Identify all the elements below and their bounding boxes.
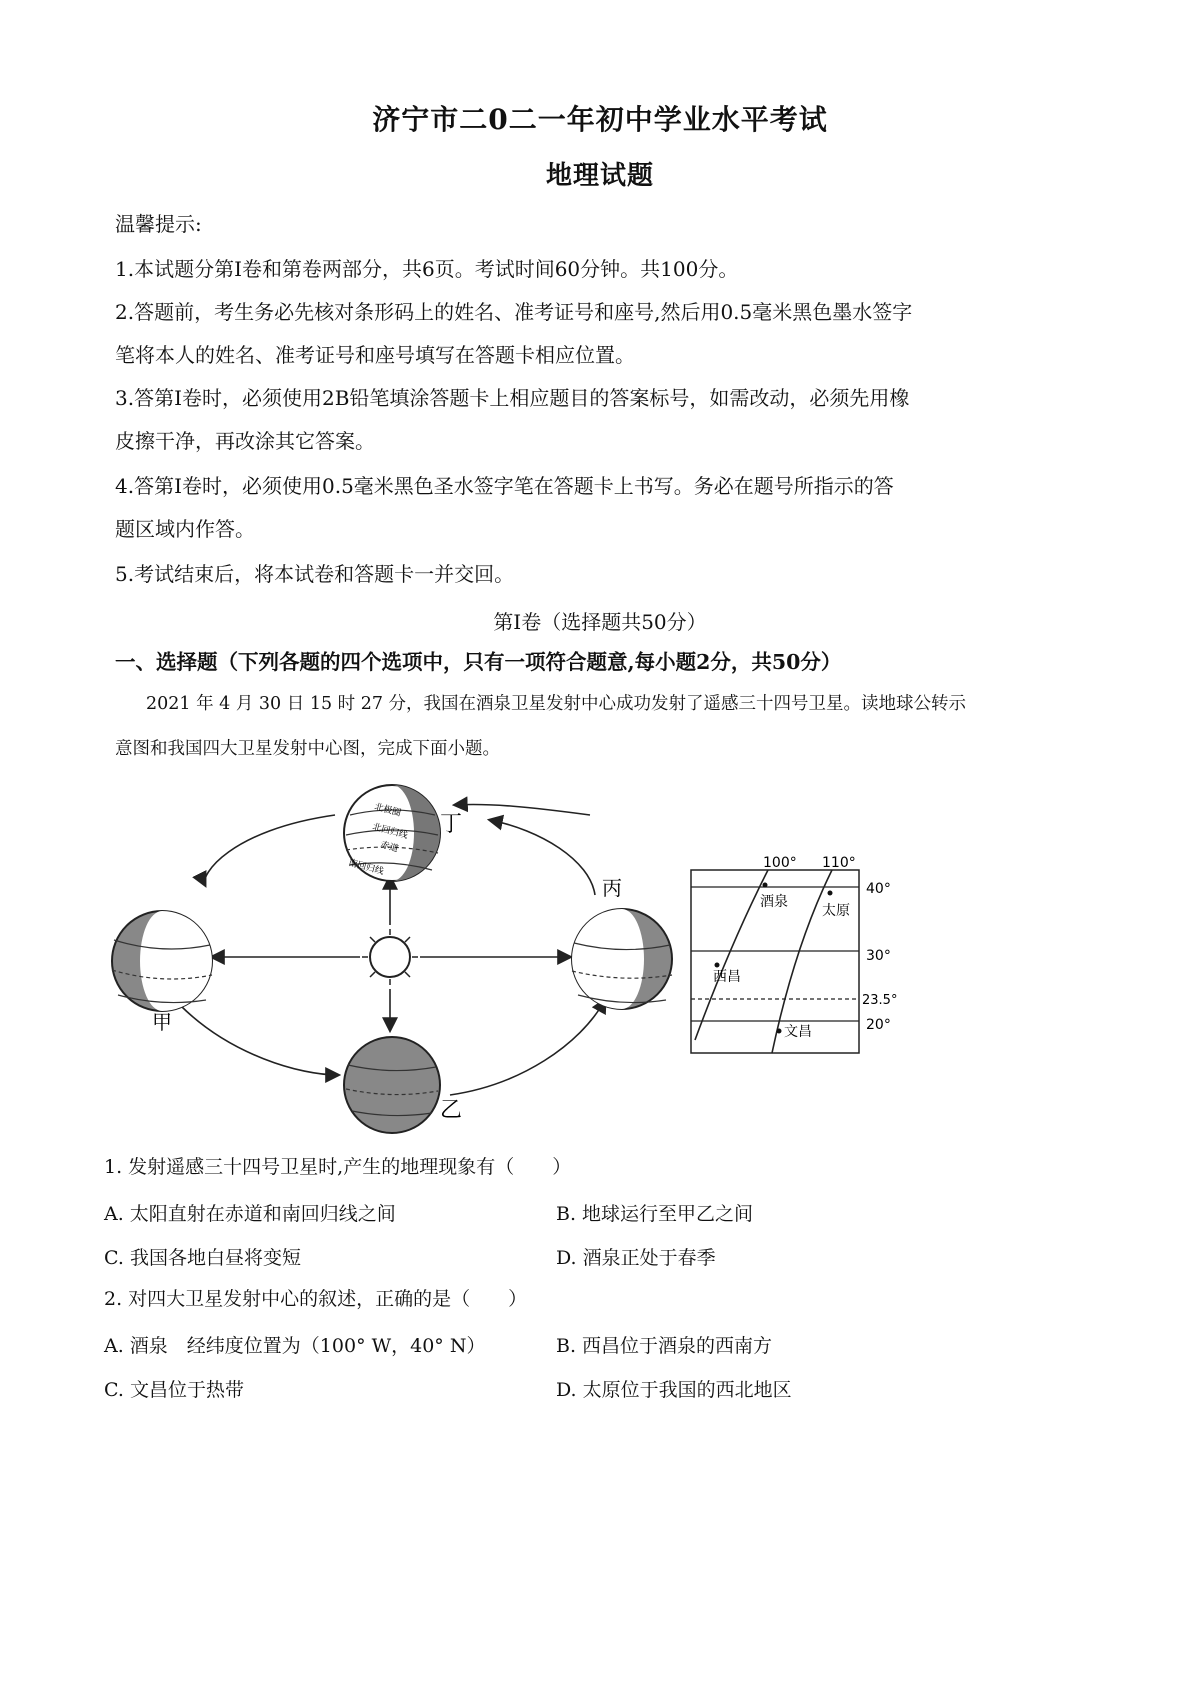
svg-text:100°: 100° [763, 855, 797, 871]
svg-text:20°: 20° [866, 1017, 891, 1033]
notice-line: 5.考试结束后，将本试卷和答题卡一并交回。 [115, 562, 515, 586]
svg-text:北极圈: 北极圈 [373, 802, 402, 819]
question-stem: 1. 发射遥感三十四号卫星时,产生的地理现象有（ ） [104, 1156, 572, 1178]
option-d[interactable]: D. 太原位于我国的西北地区 [556, 1379, 792, 1401]
orbit-label-bing: 丙 [602, 876, 622, 900]
notice-line: 1.本试题分第Ⅰ卷和第卷两部分，共6页。考试时间60分钟。共100分。 [115, 257, 739, 281]
orbit-label-ding: 丁 [440, 812, 463, 837]
notice-line: 皮擦干净，再改涂其它答案。 [115, 429, 375, 453]
svg-text:文昌: 文昌 [784, 1024, 812, 1040]
orbit-label-jia: 甲 [152, 1010, 172, 1034]
section-title: 第Ⅰ卷（选择题共50分） [493, 610, 707, 634]
notice-line: 3.答第Ⅰ卷时，必须使用2B铅笔填涂答题卡上相应题目的答案标号，如需改动，必须先用橡 [115, 386, 910, 410]
globe-yi [344, 1037, 462, 1133]
svg-text:110°: 110° [822, 855, 856, 871]
question-stem: 2. 对四大卫星发射中心的叙述，正确的是（ ） [104, 1288, 528, 1310]
svg-text:北回归线: 北回归线 [371, 822, 409, 842]
svg-text:酒泉: 酒泉 [760, 894, 788, 910]
exam-title: 济宁市二0二一年初中学业水平考试 [372, 103, 828, 136]
svg-text:30°: 30° [866, 948, 891, 964]
launch-site-map [691, 855, 897, 1053]
globe-jia [112, 911, 212, 1034]
option-c[interactable]: C. 我国各地白昼将变短 [104, 1247, 301, 1269]
option-b[interactable]: B. 地球运行至甲乙之间 [556, 1203, 754, 1225]
svg-text:南回归线: 南回归线 [347, 858, 385, 878]
intro-line: 2021 年 4 月 30 日 15 时 27 分，我国在酒泉卫星发射中心成功发射了遥感三十四号卫星。读地球公转示 [146, 694, 967, 714]
globe-bing [572, 876, 672, 1009]
notice-line: 题区域内作答。 [115, 517, 255, 541]
option-d[interactable]: D. 酒泉正处于春季 [556, 1247, 716, 1269]
svg-text:太原: 太原 [822, 903, 850, 919]
svg-text:40°: 40° [866, 881, 891, 897]
sun-icon [362, 929, 418, 985]
svg-text:23.5°: 23.5° [862, 993, 898, 1008]
notice-line: 笔将本人的姓名、准考证号和座号填写在答题卡相应位置。 [115, 343, 635, 367]
option-a[interactable]: A. 酒泉 经纬度位置为（100° W，40° N） [104, 1335, 486, 1357]
option-b[interactable]: B. 西昌位于酒泉的西南方 [556, 1335, 773, 1357]
option-c[interactable]: C. 文昌位于热带 [104, 1379, 244, 1401]
notice-line: 4.答第Ⅰ卷时，必须使用0.5毫米黑色圣水签字笔在答题卡上书写。务必在题号所指示的答 [115, 474, 894, 498]
option-a[interactable]: A. 太阳直射在赤道和南回归线之间 [104, 1203, 396, 1225]
globe-ding [344, 785, 462, 881]
intro-line: 意图和我国四大卫星发射中心图，完成下面小题。 [115, 739, 500, 759]
part-heading: 一、选择题（下列各题的四个选项中，只有一项符合题意,每小题2分，共50分） [115, 650, 842, 674]
orbit-label-yi: 乙 [440, 1098, 463, 1123]
exam-subtitle: 地理试题 [545, 161, 654, 191]
notice-heading: 温馨提示: [115, 212, 202, 236]
svg-text:西昌: 西昌 [713, 969, 741, 985]
notice-line: 2.答题前，考生务必先核对条形码上的姓名、准考证号和座号,然后用0.5毫米黑色墨水签字 [115, 300, 913, 324]
svg-text:赤道: 赤道 [379, 840, 400, 855]
orbit-diagram [110, 775, 980, 1135]
